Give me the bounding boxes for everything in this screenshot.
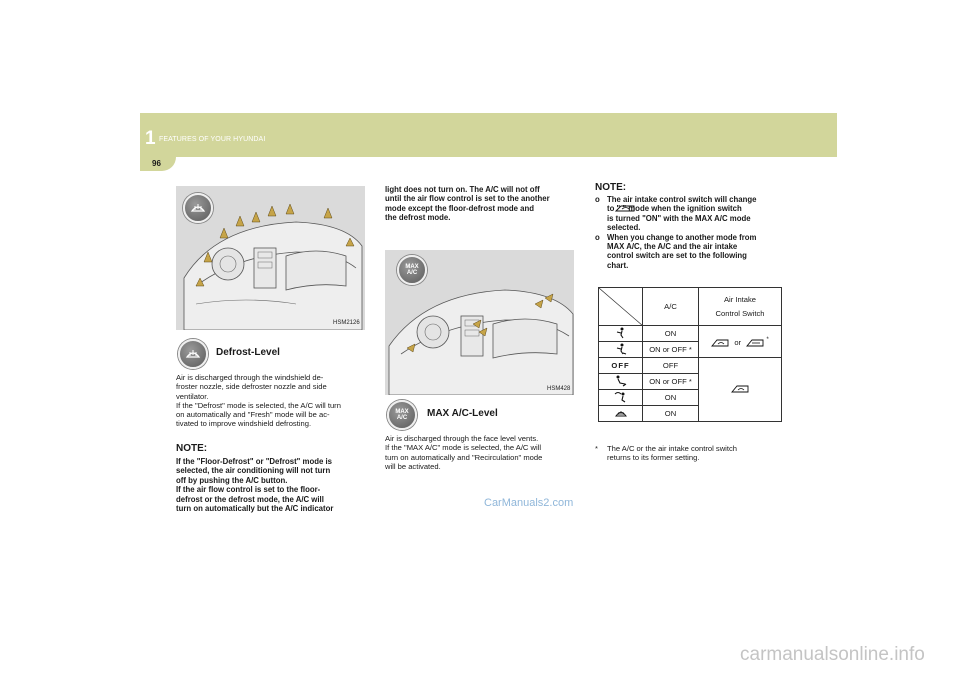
left-note-body — [176, 457, 366, 513]
defrost-figure — [176, 186, 365, 330]
max-ac-description — [385, 434, 575, 471]
floor-defrost-icon — [614, 391, 628, 403]
recirculation-icon — [615, 205, 635, 213]
text-line: Air is discharged through the windshield de- — [176, 373, 324, 382]
asterisk: * — [766, 336, 769, 344]
fresh-air-icon — [746, 339, 764, 347]
text-line: When you change to another mode from — [607, 232, 757, 242]
max-ac-level-heading: MAX A/C-Level — [427, 408, 498, 419]
figure-code: HSM428 — [547, 386, 571, 392]
chapter-number: 1 — [145, 128, 156, 149]
text-line: light does not turn on. The A/C will not off — [385, 185, 540, 194]
face-vent-icon — [614, 327, 628, 339]
max-ac-section-icon — [387, 400, 417, 430]
defrost-icon — [614, 407, 628, 419]
table-row — [599, 358, 782, 374]
text-line: returns to its former setting. — [607, 453, 700, 463]
text-line: MAX A/C, the A/C and the air intake — [607, 242, 738, 252]
mode-cell — [599, 390, 643, 406]
text-line: The air intake control switch will change — [607, 195, 757, 204]
ac-column-header: A/C — [643, 288, 699, 326]
max-ac-label: MAX A/C — [395, 409, 409, 421]
text-line: ventilator. — [176, 391, 209, 401]
defrost-section-icon — [178, 339, 208, 369]
text-line: defrost or the defrost mode, the A/C will — [176, 494, 324, 504]
list-item — [595, 233, 785, 271]
text-line: to " " mode when the ignition switch — [607, 204, 742, 214]
text-line: will be activated. — [385, 461, 441, 471]
defrost-button-icon — [183, 193, 213, 223]
continued-note — [385, 185, 574, 223]
chapter-title: FEATURES OF YOUR HYUNDAI — [159, 136, 266, 143]
asterisk: * — [595, 444, 598, 453]
text-line: control switch are set to the following — [607, 251, 747, 261]
text-line: If the air flow control is set to the floor- — [176, 485, 321, 495]
table-row — [599, 326, 782, 342]
text-line: until the air flow control is set to the another — [385, 194, 550, 204]
max-ac-label: MAX A/C — [405, 264, 419, 276]
intake-cell-top — [699, 326, 782, 358]
bi-level-icon — [614, 343, 628, 355]
text-line: The A/C or the air intake control switch — [607, 444, 737, 453]
right-note-list — [595, 195, 785, 270]
defrost-icon — [185, 195, 211, 221]
text-line: chart. — [607, 260, 629, 270]
text-line: Air is discharged through the face level vents. — [385, 434, 539, 443]
text-line: froster nozzle, side defroster nozzle and side — [176, 382, 327, 392]
left-note-title: NOTE: — [176, 443, 208, 454]
diagonal-line — [599, 288, 643, 326]
text-line: the defrost mode. — [385, 213, 451, 223]
ac-cell: ON — [643, 406, 699, 422]
defrost-level-heading: Defrost-Level — [216, 347, 280, 358]
text-line: on automatically and "Fresh" mode will be ac- — [176, 410, 330, 420]
bullet: o — [595, 232, 600, 242]
text-line: turn on automatically but the A/C indicator — [176, 504, 334, 514]
diagonal-header-cell — [599, 288, 643, 326]
defrost-level-description — [176, 373, 366, 429]
intake-column-header: Air Intake Control Switch — [699, 288, 782, 326]
recirculation-icon — [731, 385, 749, 393]
ac-cell: ON — [643, 326, 699, 342]
mode-settings-table — [598, 287, 782, 422]
ac-cell: ON or OFF * — [643, 374, 699, 390]
text-line: selected. — [607, 223, 641, 233]
page-number: 96 — [152, 159, 161, 168]
defrost-icon — [180, 341, 206, 367]
figure-code: HSM2126 — [333, 320, 360, 326]
text-line: tivated to improve windshield defrosting. — [176, 419, 312, 429]
recirculation-icon — [711, 339, 729, 347]
text-line: is turned "ON" with the MAX A/C mode — [607, 213, 751, 223]
max-ac-figure — [385, 250, 574, 395]
mode-cell: OFF — [599, 358, 643, 374]
floor-icon — [614, 375, 628, 387]
text-line: If the "MAX A/C" mode is selected, the A/C will — [385, 443, 542, 453]
text-line: selected, the air conditioning will not turn — [176, 466, 331, 476]
mode-cell — [599, 374, 643, 390]
site-watermark: carmanualsonline.info — [740, 644, 925, 665]
carmanuals-link[interactable]: CarManuals2.com — [484, 497, 574, 509]
ac-cell: OFF — [643, 358, 699, 374]
list-item — [595, 195, 785, 233]
text-line: off by pushing the A/C button. — [176, 475, 288, 485]
text-line: If the "Floor-Defrost" or "Defrost" mode is — [176, 457, 333, 466]
table-header-row — [599, 288, 782, 326]
text-line: mode except the floor-defrost mode and — [385, 203, 535, 213]
text-line: If the "Defrost" mode is selected, the A/C will turn — [176, 400, 341, 410]
ac-cell: ON or OFF * — [643, 342, 699, 358]
mode-cell — [599, 406, 643, 422]
mode-cell — [599, 342, 643, 358]
ac-cell: ON — [643, 390, 699, 406]
table-footnote — [595, 444, 783, 463]
mode-cell — [599, 326, 643, 342]
text-line: turn on automatically and "Recirculation" mode — [385, 452, 543, 462]
bullet: o — [595, 195, 600, 204]
intake-cell-bottom — [699, 358, 782, 422]
header-band — [140, 113, 837, 157]
max-ac-button-icon — [397, 255, 427, 285]
right-note-title: NOTE: — [595, 182, 627, 193]
or-text: or — [734, 337, 742, 347]
